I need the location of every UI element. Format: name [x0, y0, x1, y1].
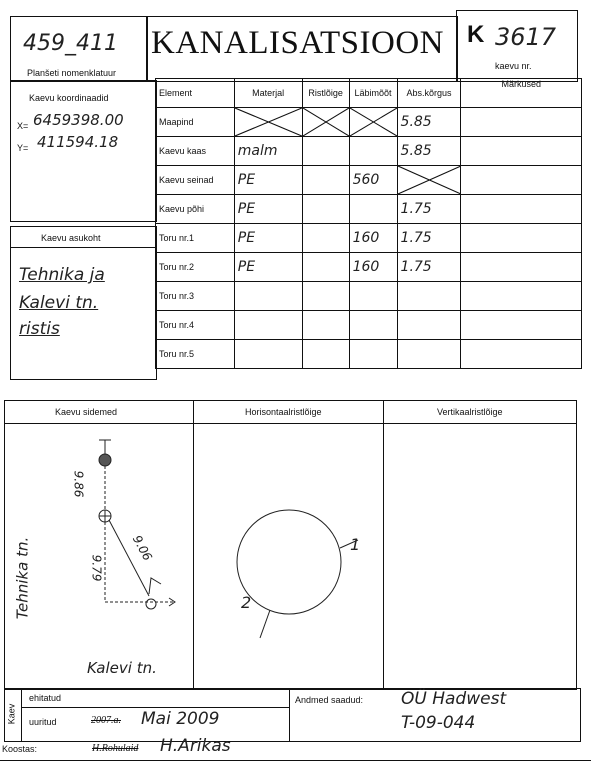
table-row — [156, 108, 582, 137]
row-ristloige — [302, 282, 349, 311]
footer-mid-divider — [21, 707, 289, 708]
row-markused — [461, 137, 582, 166]
row-markused — [461, 340, 582, 369]
x-coordinate-value: 6459398.00 — [33, 111, 124, 129]
koostas-row — [0, 736, 591, 761]
row-materjal: PE — [234, 195, 302, 224]
row-markused — [461, 224, 582, 253]
sketch-street-2: Kalevi tn. — [87, 659, 157, 677]
header-element: Element — [156, 79, 235, 108]
row-markused — [461, 166, 582, 195]
well-number-value: 3617 — [495, 23, 557, 51]
koostas-value: H.Arikas — [160, 736, 231, 756]
row-materjal — [234, 340, 302, 369]
row-element: Kaevu kaas — [156, 137, 235, 166]
uuritud-value: Mai 2009 — [141, 709, 220, 729]
sketch-distance-a: 9.86 — [71, 470, 86, 498]
row-abs-korgus: 1.75 — [397, 224, 461, 253]
header-abs-korgus: Abs.kõrgus — [397, 79, 461, 108]
uuritud-printed-year: 2007.a. — [91, 715, 121, 726]
row-markused — [461, 108, 582, 137]
sketch-distance-c: 9.06 — [129, 532, 155, 564]
sketch-street-1: Tehnika tn. — [13, 536, 32, 620]
table-row — [156, 166, 582, 195]
page-title: KANALISATSIOON — [151, 25, 444, 61]
table-row — [156, 137, 582, 166]
well-number-label: kaevu nr. — [495, 61, 532, 71]
row-abs-korgus — [397, 340, 461, 369]
row-ristloige — [302, 253, 349, 282]
sketch-distance-b: 9.79 — [89, 554, 104, 582]
row-markused — [461, 195, 582, 224]
table-header-row — [156, 79, 582, 108]
row-abs-korgus: 5.85 — [397, 137, 461, 166]
table-row — [156, 224, 582, 253]
header-markused: Märkused — [461, 79, 582, 108]
row-ristloige — [302, 166, 349, 195]
row-ristloige — [302, 195, 349, 224]
row-labimoot — [349, 195, 397, 224]
x-coordinate-label: X= — [17, 121, 29, 131]
crossed-out-cell — [302, 108, 349, 137]
row-labimoot — [349, 340, 397, 369]
row-labimoot: 160 — [349, 253, 397, 282]
col-title-horisontaal: Horisontaalristlõige — [245, 407, 322, 417]
row-element: Toru nr.3 — [156, 282, 235, 311]
footer-kaev-divider — [21, 689, 22, 741]
nomenclature-value: 459_411 — [23, 31, 118, 56]
row-labimoot — [349, 282, 397, 311]
location-line-1: Tehnika ja — [19, 265, 105, 285]
horizontal-section-drawing — [194, 424, 383, 688]
row-ristloige — [302, 311, 349, 340]
row-materjal — [234, 282, 302, 311]
table-row — [156, 195, 582, 224]
y-coordinate-value: 411594.18 — [37, 133, 119, 151]
nomenclature-label: Planšeti nomenklatuur — [27, 68, 117, 78]
table-row — [156, 340, 582, 369]
row-abs-korgus: 5.85 — [397, 108, 461, 137]
coordinates-box — [10, 80, 157, 222]
row-labimoot — [349, 137, 397, 166]
drawing-area — [4, 400, 577, 690]
header-ristloige: Ristlõige — [302, 79, 349, 108]
row-abs-korgus — [397, 282, 461, 311]
row-materjal: malm — [234, 137, 302, 166]
table-row — [156, 311, 582, 340]
pipe-label-1: 1 — [350, 535, 361, 554]
crossed-out-cell — [349, 108, 397, 137]
row-element: Toru nr.4 — [156, 311, 235, 340]
row-materjal: PE — [234, 224, 302, 253]
row-ristloige — [302, 137, 349, 166]
crossed-out-cell — [397, 166, 461, 195]
row-markused — [461, 253, 582, 282]
row-element: Kaevu seinad — [156, 166, 235, 195]
location-line-2: Kalevi tn. — [19, 293, 99, 313]
andmed-line-2: T-09-044 — [401, 713, 476, 733]
koostas-label: Koostas: — [2, 744, 38, 754]
uuritud-label: uuritud — [29, 717, 57, 727]
header-materjal: Materjal — [234, 79, 302, 108]
row-labimoot: 160 — [349, 224, 397, 253]
well-number-prefix: K — [467, 21, 485, 48]
kaev-label: Kaev — [6, 703, 17, 725]
row-abs-korgus — [397, 311, 461, 340]
footer-andmed-divider — [289, 689, 290, 741]
row-markused — [461, 282, 582, 311]
andmed-line-1: OÜ Hadwest — [401, 689, 507, 709]
well-number-box — [456, 10, 578, 82]
coordinates-label: Kaevu koordinaadid — [29, 93, 109, 103]
ehitatud-label: ehitatud — [29, 693, 62, 703]
crossed-out-cell — [234, 108, 302, 137]
row-element: Maapind — [156, 108, 235, 137]
well-elements-table — [155, 78, 582, 369]
row-labimoot — [349, 311, 397, 340]
row-element: Toru nr.5 — [156, 340, 235, 369]
table-row — [156, 253, 582, 282]
row-element: Toru nr.1 — [156, 224, 235, 253]
nomenclature-box — [10, 16, 148, 82]
location-divider — [11, 247, 156, 248]
title-box — [146, 16, 458, 82]
col-title-sidemed: Kaevu sidemed — [55, 407, 118, 417]
footer-box — [4, 688, 581, 742]
row-element: Toru nr.2 — [156, 253, 235, 282]
row-ristloige — [302, 340, 349, 369]
row-ristloige — [302, 224, 349, 253]
row-element: Kaevu põhi — [156, 195, 235, 224]
row-materjal — [234, 311, 302, 340]
row-abs-korgus: 1.75 — [397, 253, 461, 282]
row-abs-korgus: 1.75 — [397, 195, 461, 224]
drawing-col-divider-2 — [383, 401, 384, 689]
location-box — [10, 226, 157, 380]
row-materjal: PE — [234, 166, 302, 195]
location-label: Kaevu asukoht — [41, 233, 101, 243]
y-coordinate-label: Y= — [17, 143, 29, 153]
header-labimoot: Läbimõõt — [349, 79, 397, 108]
koostas-printed-name: H.Rohulaid — [92, 743, 139, 754]
row-materjal: PE — [234, 253, 302, 282]
pipe-label-2: 2 — [241, 593, 252, 612]
location-line-3: ristis — [19, 319, 60, 339]
row-markused — [461, 311, 582, 340]
andmed-label: Andmed saadud: — [295, 695, 364, 705]
row-labimoot: 560 — [349, 166, 397, 195]
col-title-vertikaal: Vertikaalristlõige — [437, 407, 503, 417]
table-row — [156, 282, 582, 311]
